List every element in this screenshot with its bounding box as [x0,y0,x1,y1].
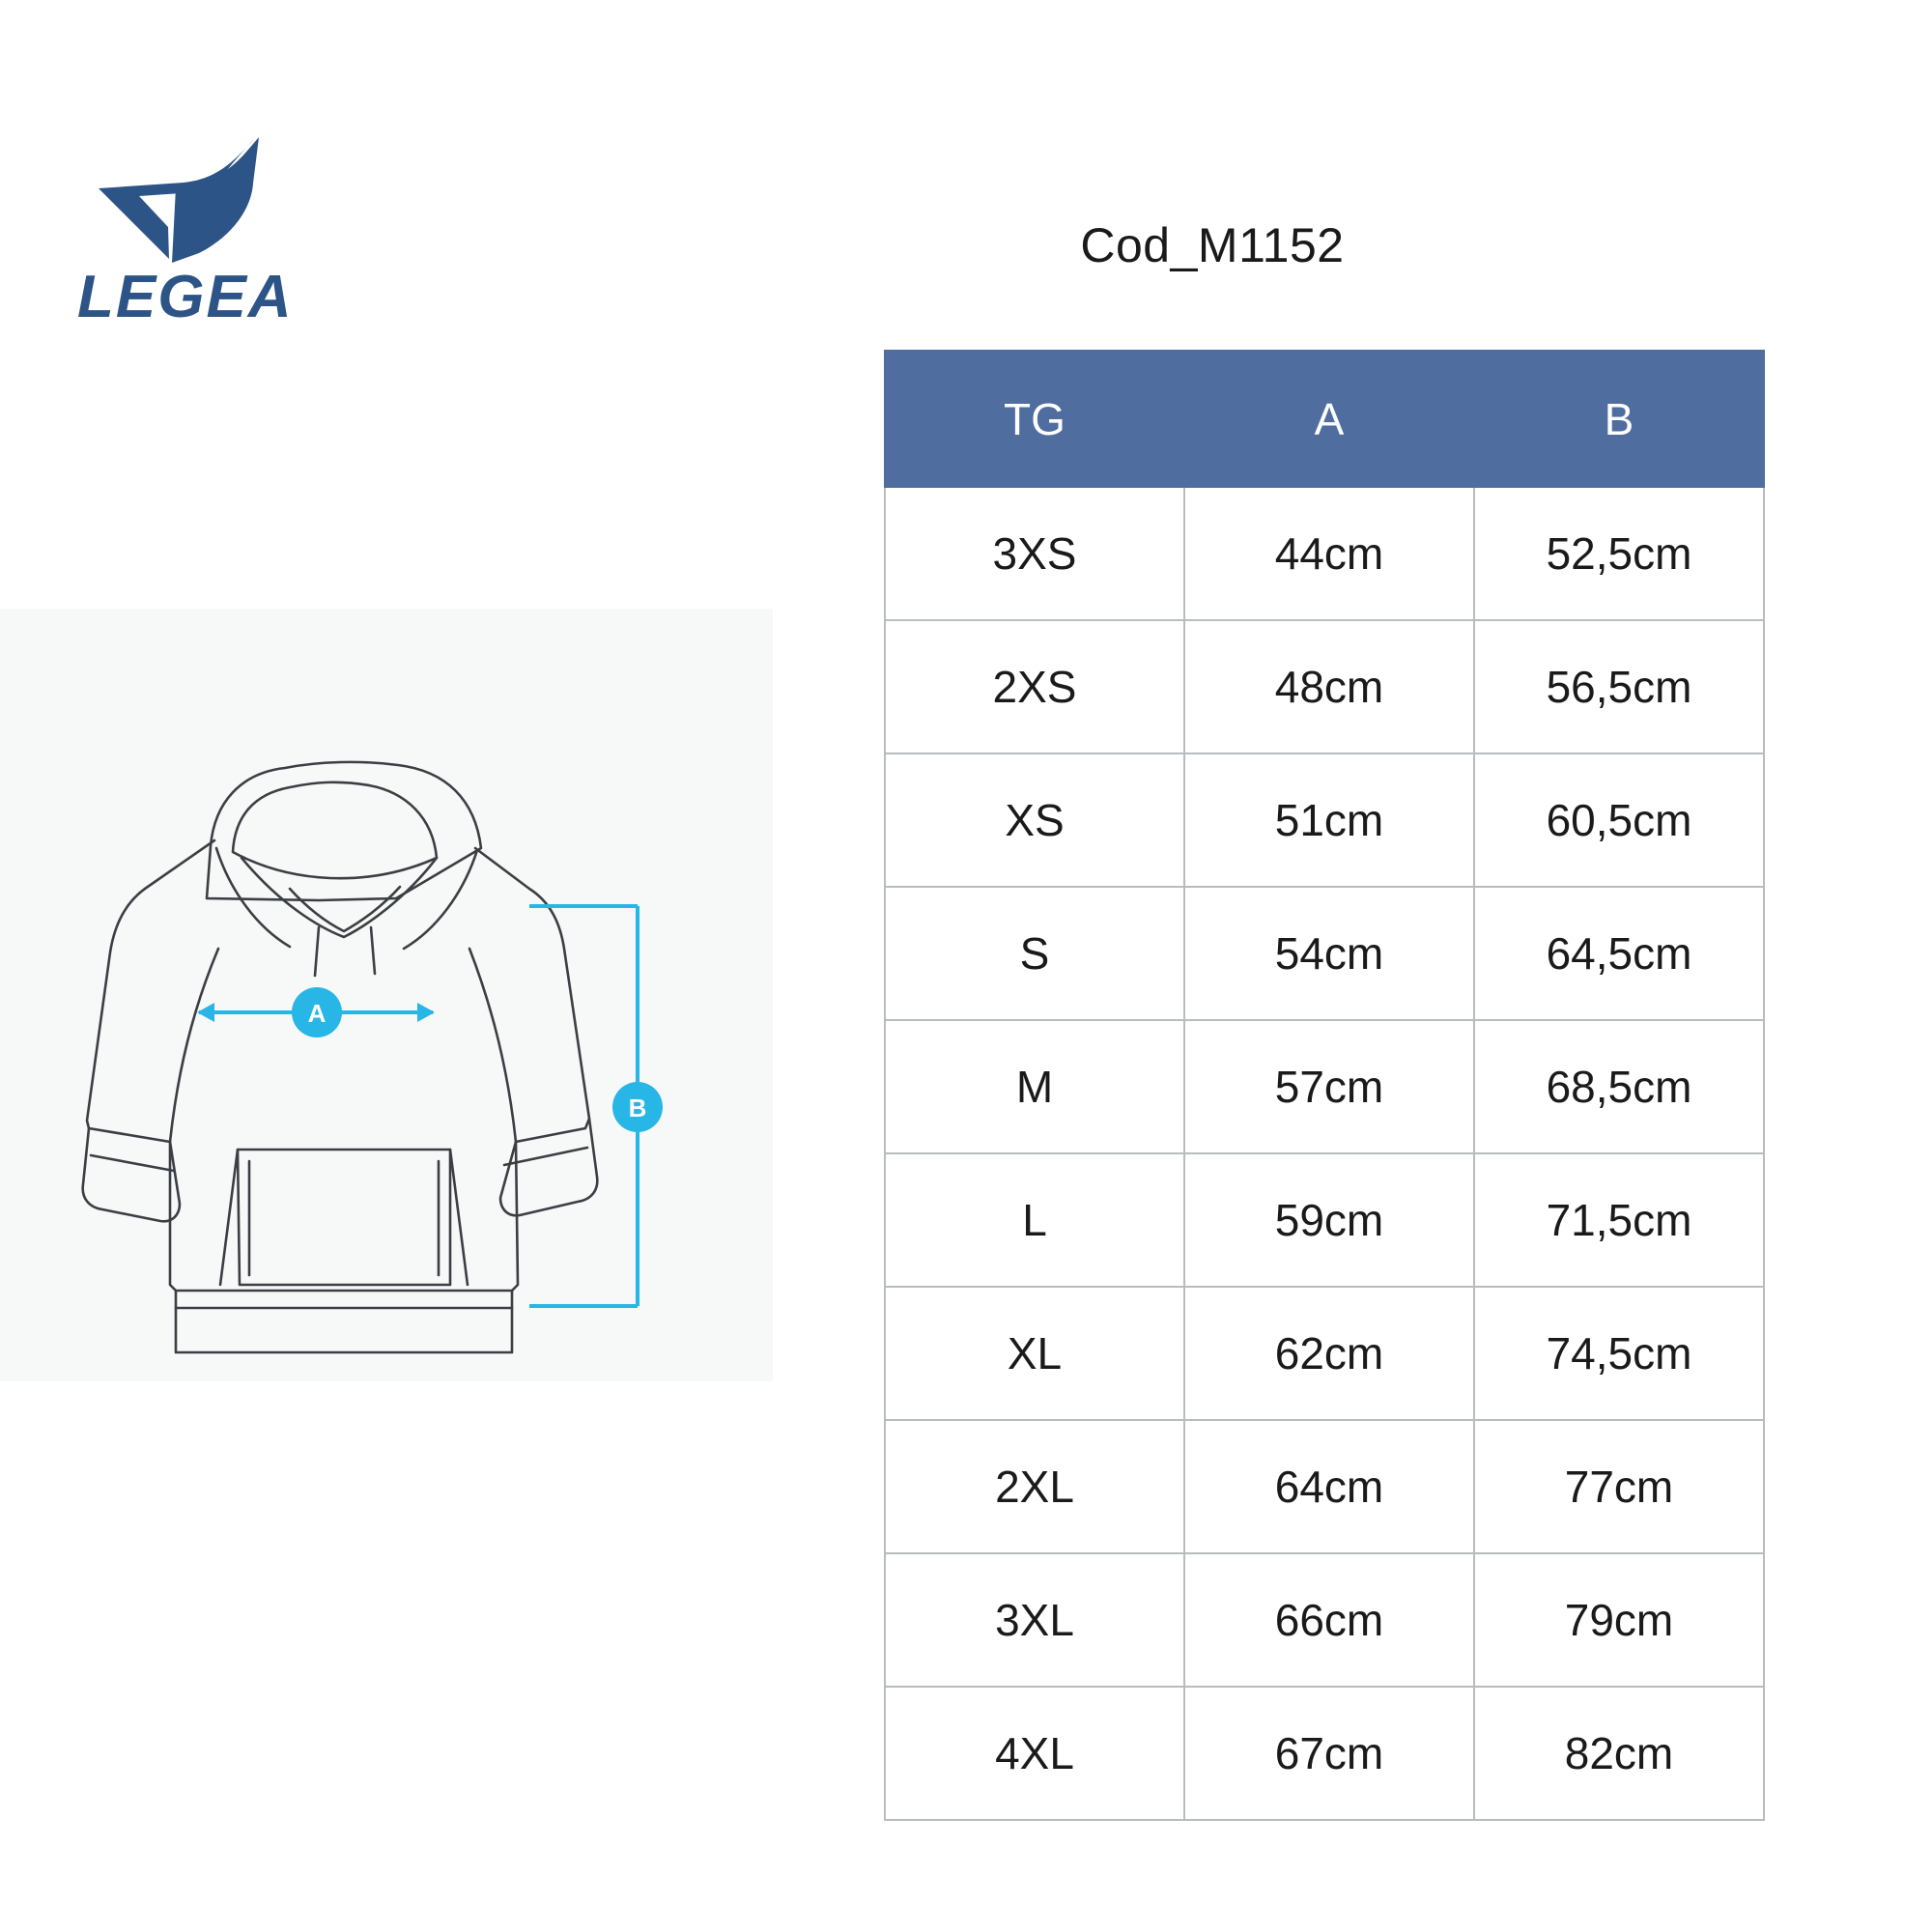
measure-b-label: B [628,1094,647,1122]
table-row [885,1020,1764,1153]
cell-size: XL [885,1287,1184,1420]
cell-measure-a: 67cm [1184,1687,1474,1820]
cell-size: 4XL [885,1687,1184,1820]
cell-measure-b: 74,5cm [1474,1287,1764,1420]
cell-size: 3XL [885,1553,1184,1687]
cell-measure-b: 64,5cm [1474,887,1764,1020]
column-header-b: B [1474,351,1764,487]
cell-size: 2XS [885,620,1184,753]
cell-measure-b: 68,5cm [1474,1020,1764,1153]
cell-measure-a: 66cm [1184,1553,1474,1687]
cell-size: L [885,1153,1184,1287]
cell-measure-b: 52,5cm [1474,487,1764,620]
cell-measure-a: 59cm [1184,1153,1474,1287]
cell-measure-a: 62cm [1184,1287,1474,1420]
column-header-tg: TG [885,351,1184,487]
table-row [885,1287,1764,1420]
hoodie-technical-drawing-icon [0,609,773,1381]
table-header-row [885,351,1764,487]
table-row [885,1420,1764,1553]
table-row [885,753,1764,887]
size-chart-table [884,350,1765,1821]
measure-a-label: A [307,999,327,1028]
cell-size: XS [885,753,1184,887]
cell-measure-a: 44cm [1184,487,1474,620]
brand-logo [75,135,346,328]
cell-measure-a: 57cm [1184,1020,1474,1153]
cell-measure-a: 51cm [1184,753,1474,887]
cell-size: S [885,887,1184,1020]
table-row [885,1687,1764,1820]
cell-measure-b: 56,5cm [1474,620,1764,753]
column-header-a: A [1184,351,1474,487]
cell-size: 2XL [885,1420,1184,1553]
cell-measure-b: 60,5cm [1474,753,1764,887]
table-row [885,1553,1764,1687]
table-row [885,887,1764,1020]
cell-size: M [885,1020,1184,1153]
garment-illustration-panel [0,609,773,1381]
cell-measure-a: 64cm [1184,1420,1474,1553]
legea-logo-icon [75,135,346,328]
table-row [885,1153,1764,1287]
cell-measure-b: 71,5cm [1474,1153,1764,1287]
cell-measure-a: 48cm [1184,620,1474,753]
brand-wordmark: LEGEA [77,264,294,328]
cell-measure-b: 79cm [1474,1553,1764,1687]
cell-measure-b: 82cm [1474,1687,1764,1820]
table-row [885,620,1764,753]
cell-measure-a: 54cm [1184,887,1474,1020]
cell-size: 3XS [885,487,1184,620]
cell-measure-b: 77cm [1474,1420,1764,1553]
page-title: Cod_M1152 [1080,218,1345,272]
table-row [885,487,1764,620]
